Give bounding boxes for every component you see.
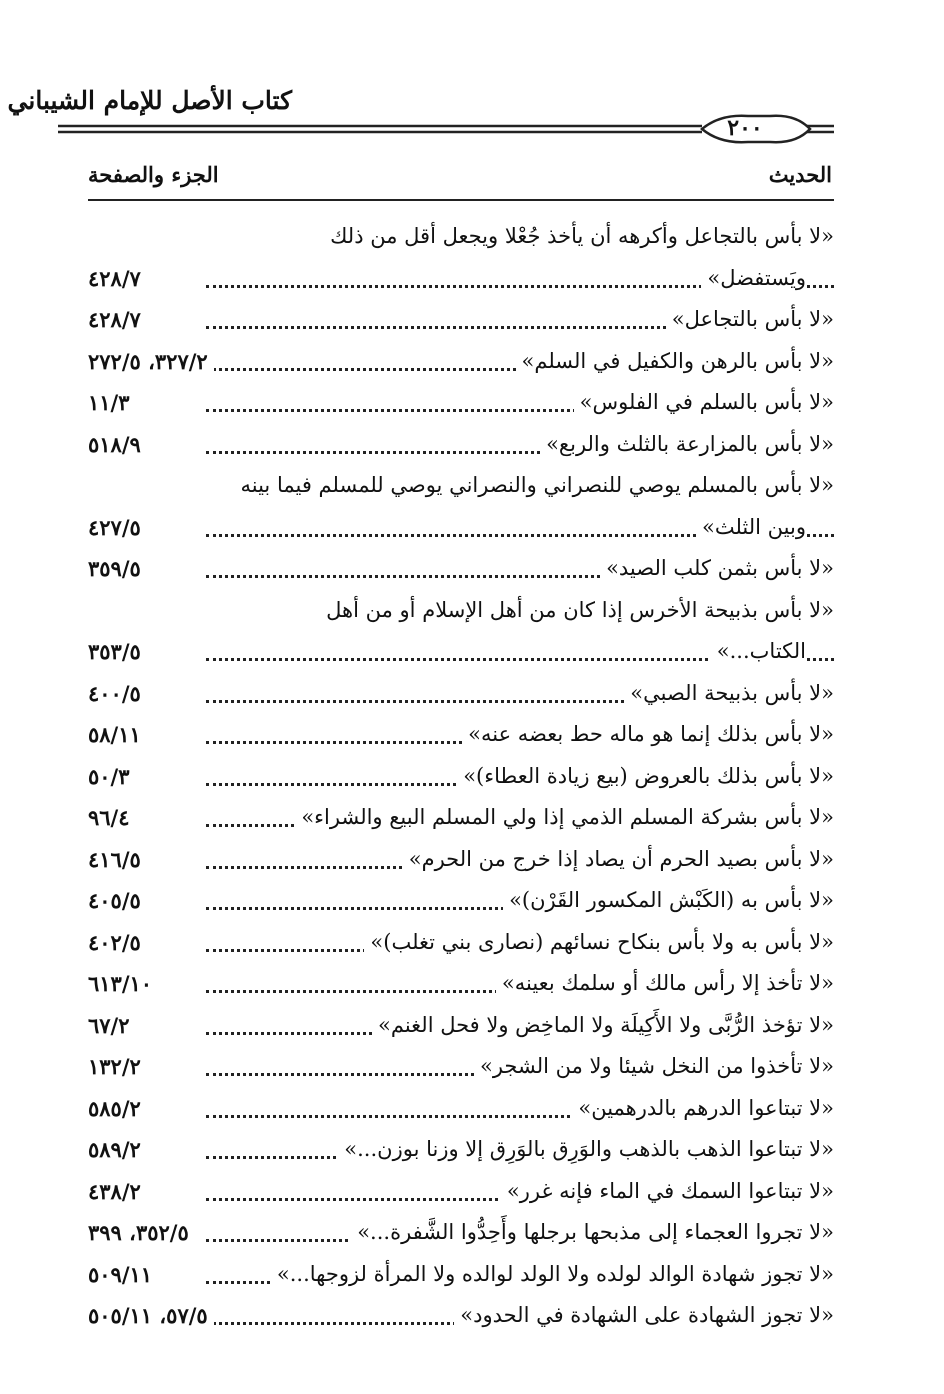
volume-page-ref: ٤٠٠/٥ — [88, 673, 147, 715]
index-entry — [88, 1212, 834, 1254]
index-entry — [88, 548, 834, 590]
index-entry — [88, 1046, 834, 1088]
volume-page-ref: ٥٨/١١ — [88, 714, 147, 756]
volume-page-ref: ٦١٣/١٠ — [88, 963, 158, 1005]
hadith-text: ويَستفضل» — [701, 258, 806, 300]
index-entry — [88, 756, 834, 798]
volume-page-ref: ٩٦/٤ — [88, 797, 136, 839]
hadith-text: «لا بأس بشركة المسلم الذمي إذا ولي المسلم البيع والشراء» — [295, 797, 834, 839]
hadith-text: «لا بأس به ولا بأس بنكاح نسائهم (نصارى بني تغلب)» — [364, 922, 834, 964]
index-entry — [88, 922, 834, 964]
index-entry — [88, 424, 834, 466]
hadith-text: «لا تأخذ إلا رأس مالك أو سلمك بعينه» — [496, 963, 834, 1005]
hadith-text: «لا تجوز الشهادة على الشهادة في الحدود» — [454, 1295, 834, 1337]
column-header-volume-page: الجزء والصفحة — [88, 162, 219, 187]
hadith-text: «لا بأس بصيد الحرم أن يصاد إذا خرج من الحرم» — [403, 839, 834, 881]
volume-page-ref: ٦٧/٢ — [88, 1005, 136, 1047]
hadith-text: «لا تأخذوا من النخل شيئا ولا من الشجر» — [474, 1046, 834, 1088]
index-entry — [88, 797, 834, 839]
hadith-text: «لا تؤخذ الرُّبَّى ولا الأَكِيلَة ولا الماخِض ولا فحل الغنم» — [372, 1005, 834, 1047]
index-entry — [88, 299, 834, 341]
volume-page-ref: ٥٨٩/٢ — [88, 1129, 147, 1171]
volume-page-ref: ٤٠٢/٥ — [88, 922, 147, 964]
index-entry — [88, 341, 834, 383]
index-entry — [88, 382, 834, 424]
volume-page-ref: ٥٠٩/١١ — [88, 1254, 158, 1296]
volume-page-ref: ٤٠٥/٥ — [88, 880, 147, 922]
hadith-text: «لا بأس بذلك بالعروض (بيع زيادة العطاء)» — [457, 756, 834, 798]
index-entry — [88, 1088, 834, 1130]
hadith-text: «لا بأس بذبيحة الأخرس إذا كان من أهل الإسلام أو من أهل — [320, 590, 834, 632]
hadith-text: «لا بأس بذبيحة الصبي» — [624, 673, 834, 715]
volume-page-ref: ٣٥٩/٥ — [88, 548, 147, 590]
hadith-text: «لا تبتاعوا الدرهم بالدرهمين» — [572, 1088, 834, 1130]
column-header-rule — [88, 199, 834, 201]
volume-page-ref: ٥٧/٥، ٥٠٥/١١ — [88, 1295, 214, 1337]
hadith-text: «لا بأس بالمسلم يوصي للنصراني والنصراني يوصي للمسلم فيما بينه — [235, 465, 835, 507]
page-number: ٢٠٠ — [727, 115, 763, 141]
book-title: كتاب الأصل للإمام الشيباني — [7, 86, 292, 115]
volume-page-ref: ٤٢٧/٥ — [88, 507, 147, 549]
index-entry — [88, 1171, 834, 1213]
index-entry — [88, 714, 834, 756]
hadith-text: الكتاب...» — [711, 631, 806, 673]
column-header-hadith: الحديث — [768, 162, 832, 187]
volume-page-ref: ٤٢٨/٧ — [88, 258, 147, 300]
hadith-text: «لا بأس بذلك إنما هو ماله حط بعضه عنه» — [462, 714, 834, 756]
hadith-text: «لا بأس بثمن كلب الصيد» — [600, 548, 834, 590]
hadith-text: «لا تبتاعوا الذهب بالذهب والوَرِق بالوَرِق إلا وزنا بوزن...» — [338, 1129, 834, 1171]
volume-page-ref: ١١/٣ — [88, 382, 136, 424]
volume-page-ref: ٣٢٧/٢، ٢٧٢/٥ — [88, 341, 214, 383]
index-entry — [88, 465, 834, 507]
hadith-text: «لا تبتاعوا السمك في الماء فإنه غرر» — [501, 1171, 834, 1213]
hadith-text: وبين الثلث» — [696, 507, 806, 549]
volume-page-ref: ٥٨٥/٢ — [88, 1088, 147, 1130]
hadith-text: «لا بأس به (الكَبْش المكسور القَرْن)» — [503, 880, 834, 922]
index-entry — [88, 839, 834, 881]
index-entry — [88, 963, 834, 1005]
index-entry — [88, 216, 834, 258]
hadith-index-list — [88, 216, 834, 1337]
hadith-text: «لا بأس بالتجاعل» — [666, 299, 834, 341]
index-entry — [88, 673, 834, 715]
index-entry — [88, 1129, 834, 1171]
index-entry — [88, 1254, 834, 1296]
index-entry — [88, 880, 834, 922]
volume-page-ref: ٣٥٢/٥، ٣٩٩ — [88, 1212, 195, 1254]
hadith-text: «لا بأس بالتجاعل وأكرهه أن يأخذ جُعْلا ويجعل أقل من ذلك — [324, 216, 834, 258]
index-entry — [88, 507, 834, 549]
hadith-text: «لا بأس بالسلم في الفلوس» — [574, 382, 834, 424]
volume-page-ref: ٤٢٨/٧ — [88, 299, 147, 341]
index-entry — [88, 631, 834, 673]
index-entry — [88, 258, 834, 300]
volume-page-ref: ٤٣٨/٢ — [88, 1171, 147, 1213]
hadith-text: «لا بأس بالمزارعة بالثلث والربع» — [540, 424, 834, 466]
index-entry — [88, 1005, 834, 1047]
volume-page-ref: ٤١٦/٥ — [88, 839, 147, 881]
volume-page-ref: ١٣٢/٢ — [88, 1046, 147, 1088]
volume-page-ref: ٣٥٣/٥ — [88, 631, 147, 673]
hadith-text: «لا تجروا العجماء إلى مذبحها برجلها وأَحِدُّوا الشَّفرة...» — [351, 1212, 834, 1254]
volume-page-ref: ٥٠/٣ — [88, 756, 136, 798]
volume-page-ref: ٥١٨/٩ — [88, 424, 147, 466]
index-entry — [88, 590, 834, 632]
hadith-text: «لا بأس بالرهن والكفيل في السلم» — [516, 341, 835, 383]
index-entry — [88, 1295, 834, 1337]
hadith-text: «لا تجوز شهادة الوالد لولده ولا الولد لوالده ولا المرأة لزوجها...» — [271, 1254, 834, 1296]
